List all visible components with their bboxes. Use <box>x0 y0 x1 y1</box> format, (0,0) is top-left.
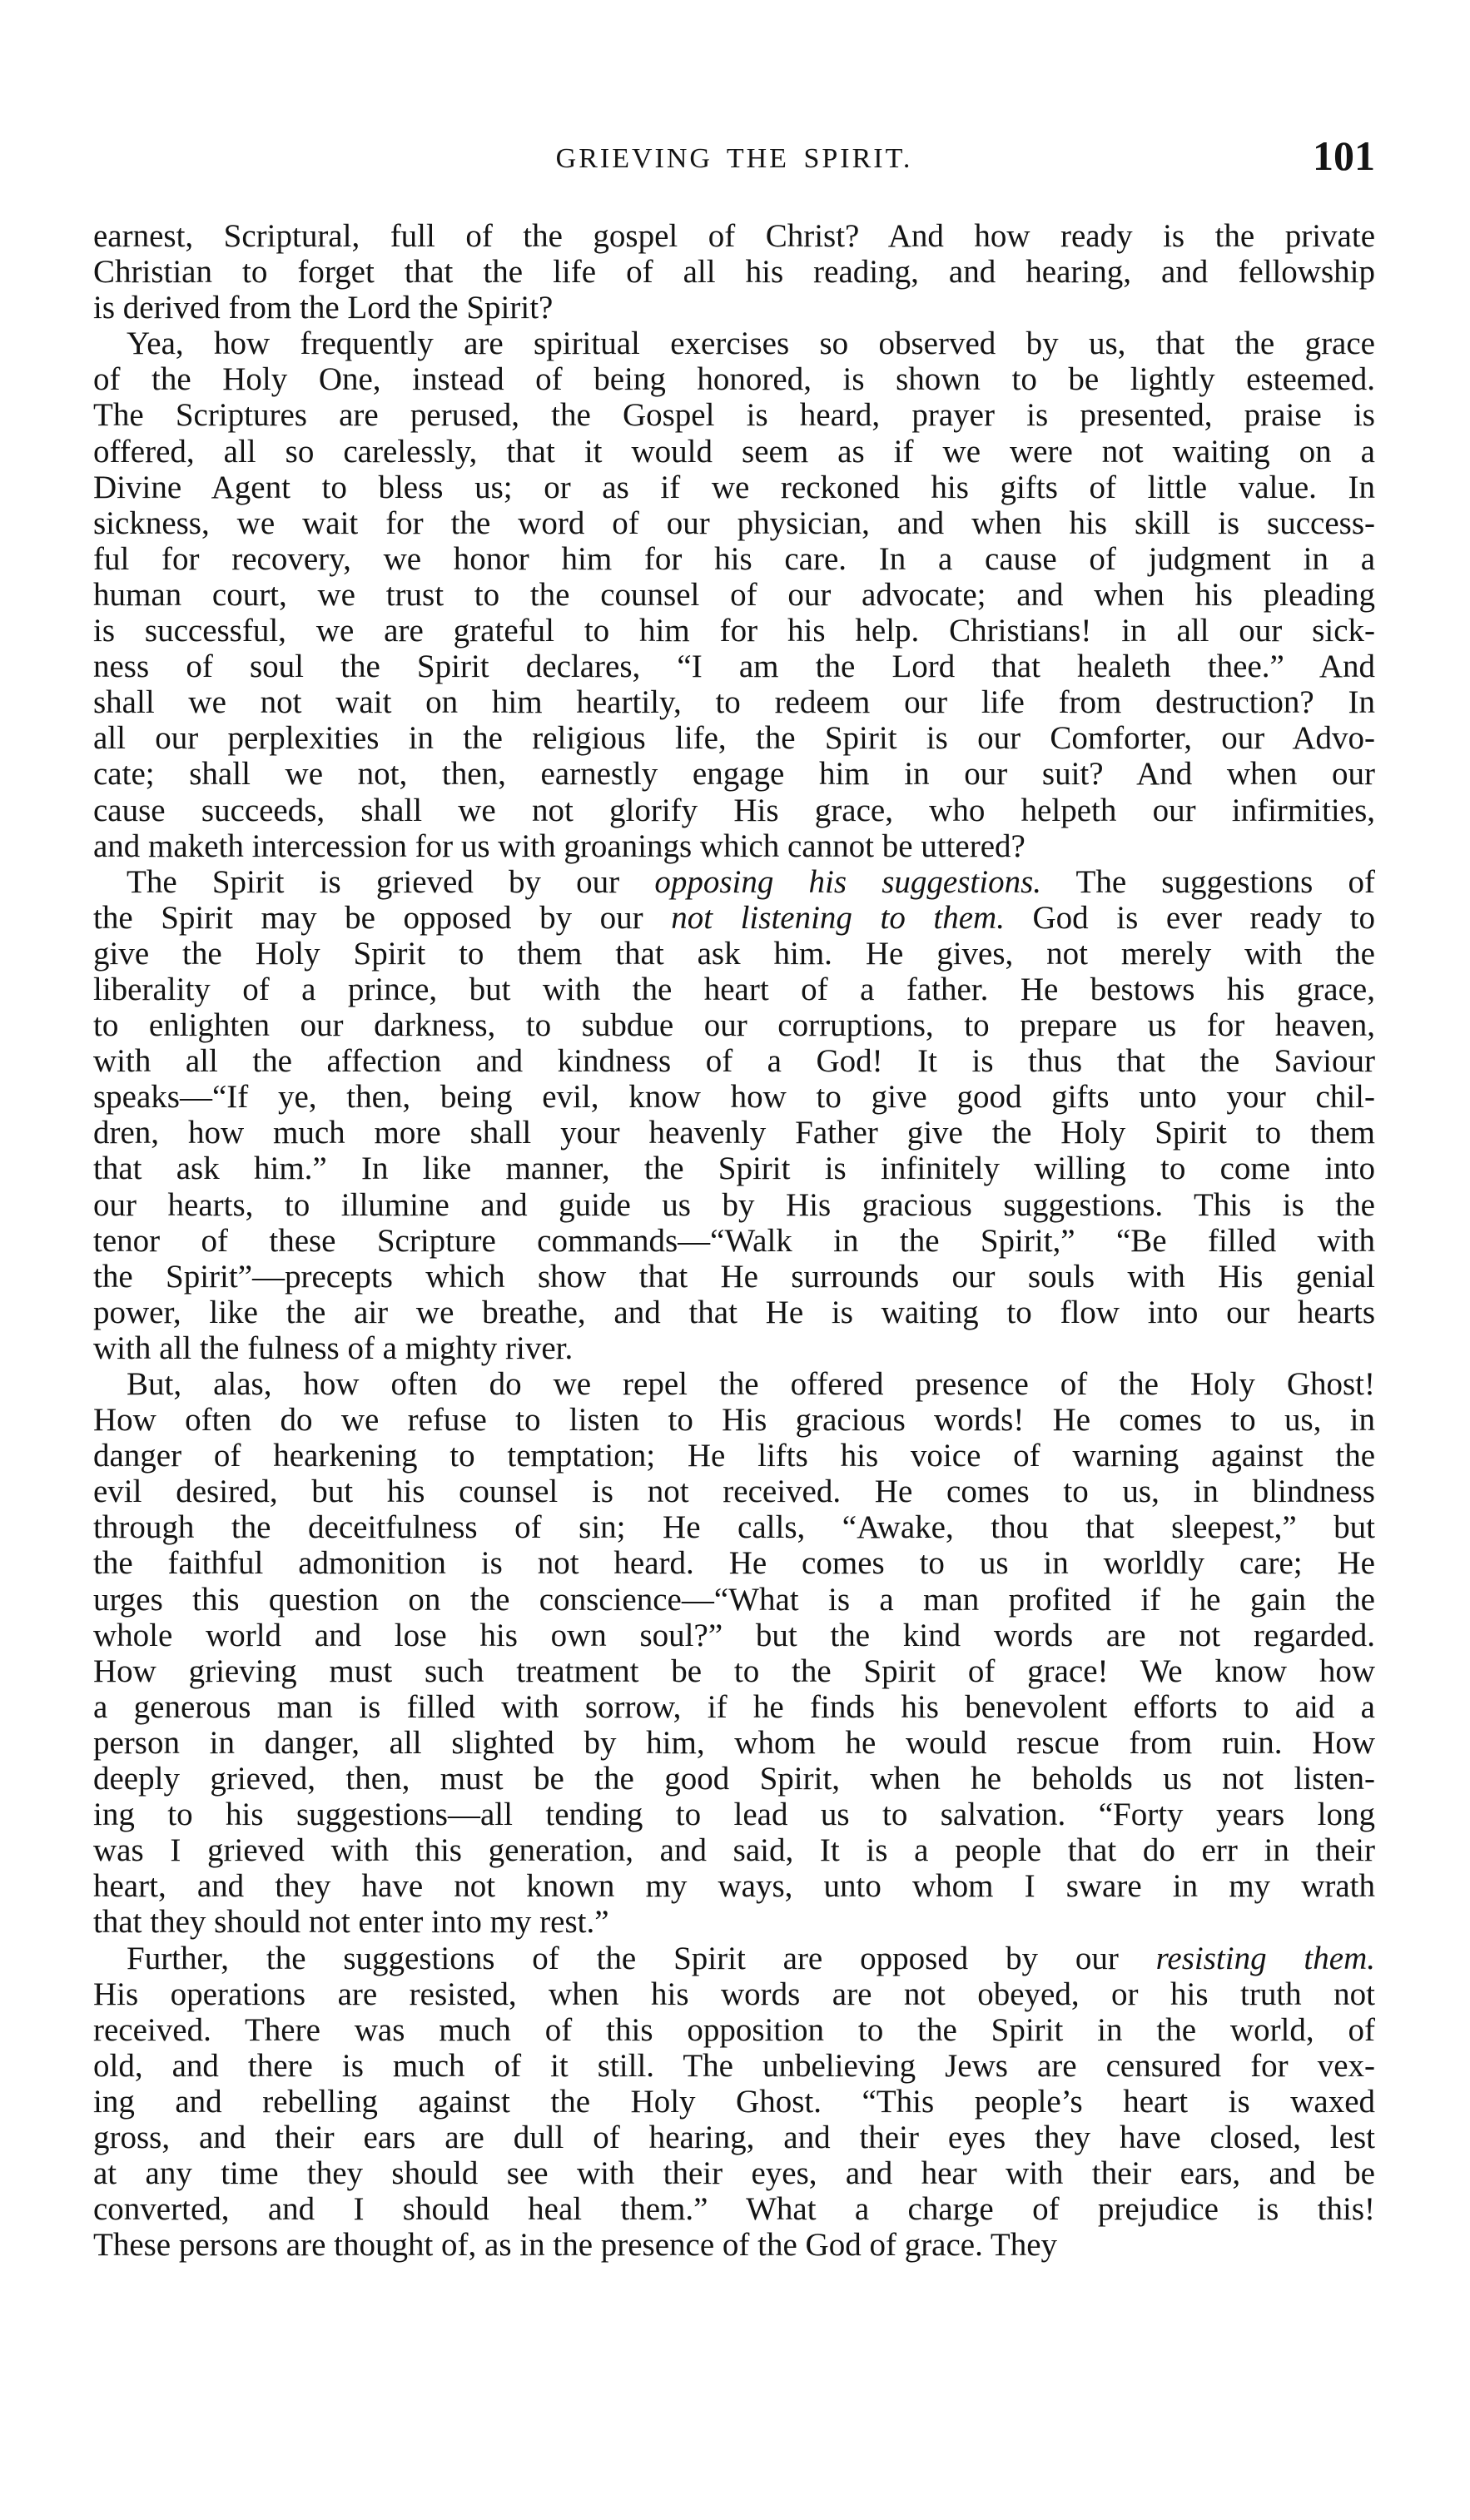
running-head <box>93 132 1375 181</box>
text-run: ness of soul the Spirit declares, “I am the Lord that healeth thee.” And <box>93 649 1375 685</box>
text-run: The suggestions of <box>1041 863 1375 900</box>
text-line <box>93 218 1375 254</box>
text-line <box>93 684 1375 720</box>
text-run: that ask him.” In like manner, the Spirit is infinitely willing to come into <box>93 1151 1375 1187</box>
text-line <box>93 2191 1375 2227</box>
text-run: and maketh intercession for us with groanings which cannot be uttered? <box>93 828 1026 864</box>
text-line <box>93 1761 1375 1797</box>
text-line <box>93 2048 1375 2084</box>
text-run: ing and rebelling against the Holy Ghost. “This people’s heart is waxed <box>93 2083 1375 2120</box>
text-run: His operations are resisted, when his words are not obeyed, or his truth not <box>93 1976 1375 2012</box>
text-line <box>93 1474 1375 1509</box>
text-run: our hearts, to illumine and guide us by His gracious suggestions. This is the <box>93 1186 1375 1223</box>
text-run: to enlighten our darkness, to subdue our corruptions, to prepare us for heaven, <box>93 1007 1375 1044</box>
text-run: Yea, how frequently are spiritual exercises so observed by us, that the grace <box>127 326 1375 362</box>
text-run: Divine Agent to bless us; or as if we reckoned his gifts of little value. In <box>93 469 1375 505</box>
paragraph <box>93 1366 1375 1941</box>
text-run: received. There was much of this opposition to the Spirit in the world, of <box>93 2011 1375 2048</box>
text-run: ing to his suggestions—all tending to lead us to salvation. “Forty years long <box>93 1797 1375 1833</box>
text-line <box>93 720 1375 756</box>
text-run: at any time they should see with their eyes, and hear with their ears, and be <box>93 2155 1375 2192</box>
text-line <box>93 361 1375 397</box>
text-line <box>93 1366 1375 1402</box>
text-line <box>93 1832 1375 1868</box>
paragraph <box>93 218 1375 326</box>
text-line <box>93 1941 1375 1976</box>
text-line <box>93 290 1375 326</box>
text-run: urges this question on the conscience—“What is a man profited if he gain the <box>93 1581 1375 1618</box>
italic-phrase: opposing his suggestions. <box>654 863 1042 900</box>
text-run: cause succeeds, shall we not glorify His grace, who helpeth our infirmities, <box>93 792 1375 828</box>
italic-phrase: resisting them. <box>1155 1940 1375 1976</box>
text-line <box>93 1007 1375 1043</box>
text-run: is successful, we are grateful to him for his help. Christians! in all our sick- <box>93 613 1375 649</box>
text-run: give the Holy Spirit to them that ask him. He gives, not merely with the <box>93 935 1375 972</box>
text-line <box>93 972 1375 1007</box>
text-line <box>93 1868 1375 1904</box>
text-line <box>93 326 1375 361</box>
text-line <box>93 613 1375 649</box>
paragraph <box>93 326 1375 863</box>
text-line <box>93 1618 1375 1653</box>
text-line <box>93 2084 1375 2120</box>
text-run: heart, and they have not known my ways, unto whom I sware in my wrath <box>93 1868 1375 1905</box>
text-line <box>93 1545 1375 1581</box>
text-run: with all the affection and kindness of a God! It is thus that the Saviour <box>93 1043 1375 1080</box>
text-run: through the deceitfulness of sin; He calls, “Awake, thou that sleepest,” but <box>93 1509 1375 1546</box>
text-run: But, alas, how often do we repel the offered presence of the Holy Ghost! <box>127 1366 1375 1402</box>
text-line <box>93 1509 1375 1545</box>
text-run: that they should not enter into my rest.” <box>93 1904 609 1941</box>
text-line <box>93 1797 1375 1832</box>
text-run: of the Holy One, instead of being honored, is shown to be lightly esteemed. <box>93 361 1375 398</box>
text-run: Further, the suggestions of the Spirit are opposed by our <box>127 1940 1156 1976</box>
text-run: the Spirit”—precepts which show that He surrounds our souls with His genial <box>93 1258 1375 1295</box>
text-run: dren, how much more shall your heavenly Father give the Holy Spirit to them <box>93 1115 1375 1151</box>
text-line <box>93 649 1375 684</box>
text-run: tenor of these Scripture commands—“Walk in the Spirit,” “Be filled with <box>93 1222 1375 1259</box>
text-run: These persons are thought of, as in the presence of the God of grace. They <box>93 2227 1058 2264</box>
text-line <box>93 1151 1375 1186</box>
text-line <box>93 1115 1375 1151</box>
text-line <box>93 828 1375 864</box>
text-line <box>93 1904 1375 1940</box>
text-run: liberality of a prince, but with the heart of a father. He bestows his grace, <box>93 971 1375 1007</box>
text-run: cate; shall we not, then, earnestly engage him in our suit? And when our <box>93 756 1375 793</box>
text-run: is derived from the Lord the Spirit? <box>93 290 554 326</box>
text-run: offered, all so carelessly, that it would seem as if we were not waiting on a <box>93 433 1375 470</box>
text-run: gross, and their ears are dull of hearing, and their eyes they have closed, lest <box>93 2119 1375 2155</box>
italic-phrase: not listening to them. <box>671 899 1005 936</box>
text-line <box>93 1223 1375 1259</box>
text-run: converted, and I should heal them.” What a charge of prejudice is this! <box>93 2191 1375 2228</box>
body-text <box>93 218 1375 2263</box>
text-run: God is ever ready to <box>1004 899 1375 936</box>
text-line <box>93 470 1375 505</box>
text-line <box>93 1438 1375 1474</box>
text-run: was I grieved with this generation, and said, It is a people that do err in their <box>93 1832 1375 1869</box>
text-line <box>93 1725 1375 1761</box>
text-line <box>93 505 1375 541</box>
text-line <box>93 1653 1375 1689</box>
text-line <box>93 1402 1375 1438</box>
text-run: person in danger, all slighted by him, whom he would rescue from ruin. How <box>93 1724 1375 1761</box>
text-run: with all the fulness of a mighty river. <box>93 1330 574 1366</box>
text-line <box>93 1043 1375 1079</box>
text-line <box>93 2155 1375 2191</box>
text-line <box>93 2012 1375 2048</box>
text-line <box>93 1689 1375 1725</box>
text-run: earnest, Scriptural, full of the gospel of Christ? And how ready is the private <box>93 218 1375 254</box>
text-run: How often do we refuse to listen to His gracious words! He comes to us, in <box>93 1402 1375 1439</box>
text-run: old, and there is much of it still. The unbelieving Jews are censured for vex- <box>93 2047 1375 2084</box>
text-run: The Spirit is grieved by our <box>127 863 655 900</box>
text-run: whole world and lose his own soul?” but the kind words are not regarded. <box>93 1617 1375 1653</box>
text-line <box>93 900 1375 936</box>
text-line <box>93 2120 1375 2155</box>
text-line <box>93 1295 1375 1330</box>
text-run: a generous man is filled with sorrow, if he finds his benevolent efforts to aid a <box>93 1688 1375 1725</box>
text-run: sickness, we wait for the word of our physician, and when his skill is success- <box>93 504 1375 541</box>
text-line <box>93 1079 1375 1115</box>
text-run: ful for recovery, we honor him for his care. In a cause of judgment in a <box>93 540 1375 577</box>
text-run: human court, we trust to the counsel of our advocate; and when his pleading <box>93 576 1375 613</box>
text-run: How grieving must such treatment be to the Spirit of grace! We know how <box>93 1653 1375 1689</box>
text-run: all our perplexities in the religious life, the Spirit is our Comforter, our Advo- <box>93 720 1375 757</box>
text-line <box>93 577 1375 613</box>
text-run: The Scriptures are perused, the Gospel is heard, prayer is presented, praise is <box>93 397 1375 434</box>
text-run: the Spirit may be opposed by our <box>93 899 672 936</box>
page-number: 101 <box>1313 132 1375 179</box>
text-line <box>93 1582 1375 1618</box>
paragraph <box>93 864 1375 1366</box>
text-run: evil desired, but his counsel is not received. He comes to us, in blindness <box>93 1474 1375 1510</box>
text-run: power, like the air we breathe, and that He is waiting to flow into our hearts <box>93 1294 1375 1330</box>
text-line <box>93 254 1375 290</box>
text-run: Christian to forget that the life of all his reading, and hearing, and fellowship <box>93 254 1375 291</box>
paragraph <box>93 1941 1375 2264</box>
text-line <box>93 1330 1375 1366</box>
text-run: the faithful admonition is not heard. He comes to us in worldly care; He <box>93 1545 1375 1582</box>
text-run: speaks—“If ye, then, being evil, know how to give good gifts unto your chil- <box>93 1079 1375 1116</box>
text-run: shall we not wait on him heartily, to redeem our life from destruction? In <box>93 684 1375 721</box>
text-run: deeply grieved, then, must be the good Spirit, when he beholds us not listen- <box>93 1761 1375 1797</box>
running-title: GRIEVING THE SPIRIT. <box>555 143 913 174</box>
text-line <box>93 1976 1375 2012</box>
text-line <box>93 936 1375 972</box>
text-line <box>93 756 1375 792</box>
text-line <box>93 397 1375 433</box>
text-run: danger of hearkening to temptation; He lifts his voice of warning against the <box>93 1438 1375 1474</box>
text-line <box>93 541 1375 577</box>
text-line <box>93 1187 1375 1223</box>
text-line <box>93 864 1375 900</box>
text-line <box>93 793 1375 828</box>
text-line <box>93 1259 1375 1295</box>
text-line <box>93 434 1375 470</box>
text-line <box>93 2227 1375 2263</box>
